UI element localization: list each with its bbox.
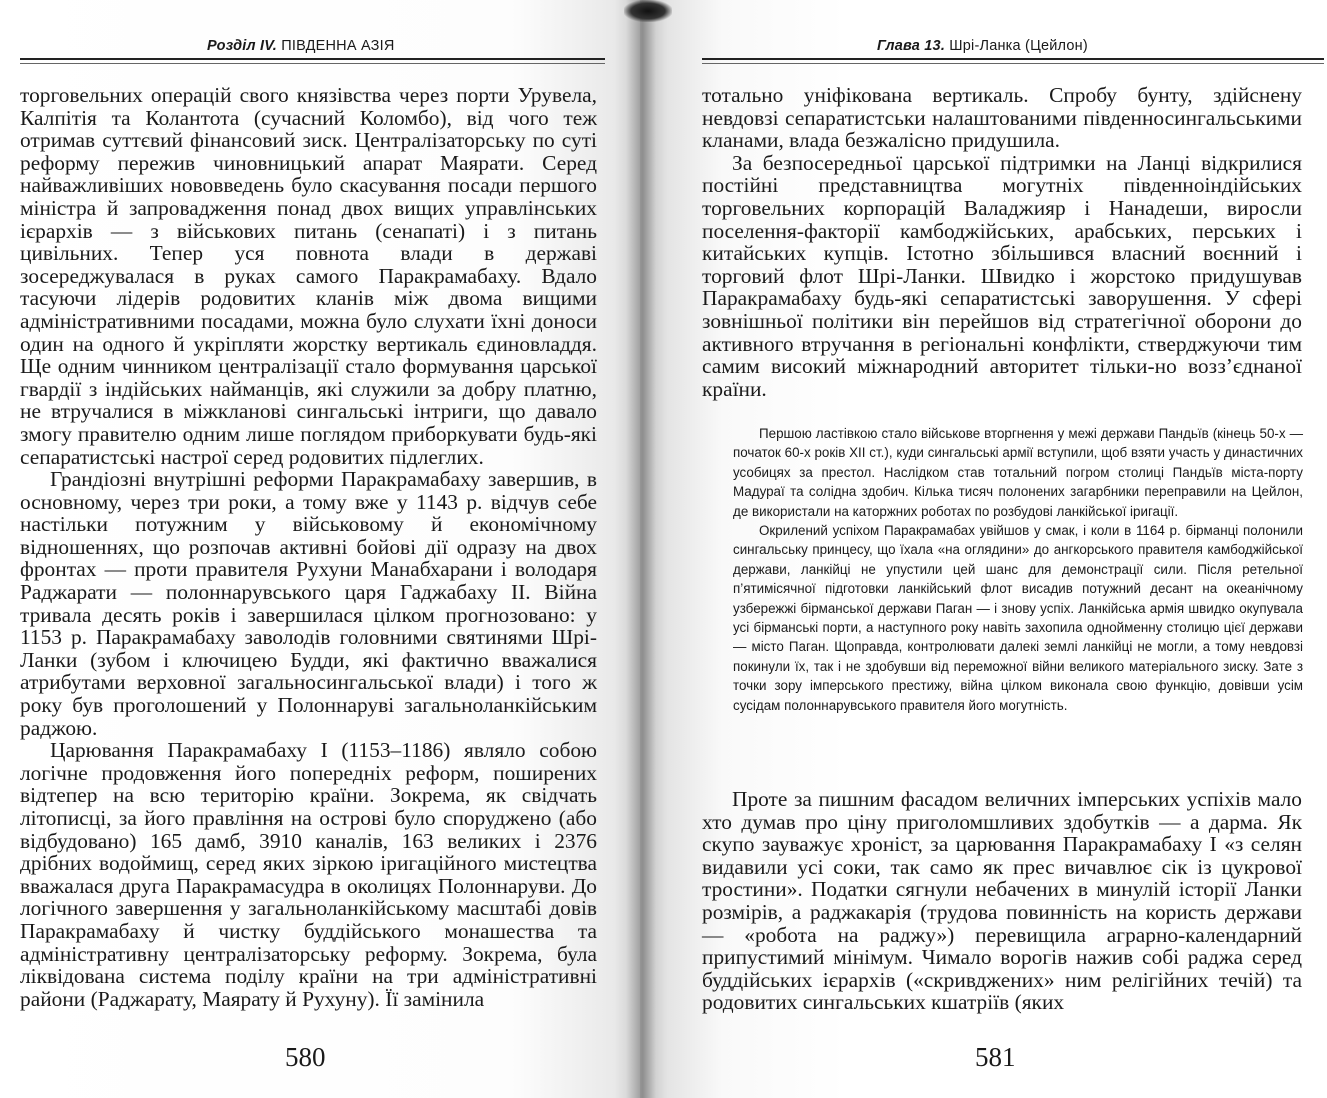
paragraph: За безпосередньої царської підтримки на Ланці відкрилися постійні представництва могутніх південноіндійських торговельних корпорацій Валаджияр і Нанадеши, виросли поселення-факторії камбоджійських, арабських, перських і китайських купців. Істотно збільшився власний воєнний і торговий флот Шрі-Ланки. Швидко і жорстоко придушував Паракрамабаху будь-які сепаратистські заворушення. У сфері зовнішньої політики він перейшов від стратегічної оборони до активного втручання в регіональні конфлікти, стверджуючи тим самим високий міжнародний авторитет тільки-но возз’єднаної країни. (702, 150, 1302, 401)
running-header (207, 38, 395, 54)
right-page (640, 0, 1327, 1098)
paragraph: Царювання Паракрамабаху І (1153–1186) являло собою логічне продовження його попередніх реформ, поширених відтепер на всю територію країни. Зокрема, як свідчать літописці, за його правління на острові було споруджено (або відбудовано) 165 дамб, 3910 каналів, 163 великих і 2376 дрібних водоймищ, серед яких зіркою іригаційного мистецтва вважалася друга Паракрамасудра в околицях Полоннаруви. До логічного завершення у загальноланкійському масштабі довів Паракрамабаху й чистку буддійського монашества та адміністративну централізаторську реформу. Зокрема, була ліквідована система поділу країни на три адміністративні райони (Раджарату, Маярату й Рухуну). Її замінила (20, 738, 597, 1011)
paragraph: тотально уніфікована вертикаль. Спробу бунту, здійснену невдовзі сепаратистськи налаштованими південносингальськими кланами, влада безжалісно придушила. (702, 83, 1302, 153)
header-rule (20, 58, 605, 64)
header-section-title: ПІВДЕННА АЗІЯ (276, 38, 395, 54)
paragraph: Проте за пишним фасадом величних імперських успіхів мало хто думав про ціну приголомшливих здобутків — а дарма. Як скупо зауважує хроніст, за царювання Паракрамабаху І «з селян видавили усі соки, так само як прес вичавлює сік із цукрової тростини». Податки сягнули небачених в минулій історії Ланки розмірів, а раджакарія (трудова повинність на користь держави — «робота на раджу») перевищила аграрно-календарний припустимий мінімум. Чимало ворогів нажив собі раджа серед буддійських ієрархів («скривджених» ним релігійних течій) та родовитих сингальських кшатріїв (яких (702, 787, 1302, 1015)
paragraph: торговельних операцій свого князівства через порти Урувела, Калпітія та Колантота (сучасний Коломбо), від чого теж отримав суттєвий фінансовий зиск. Централізаторську по суті реформу пережив чиновницький апарат Маярати. Серед найважливіших нововведень було скасування посади першого міністра й запровадження понад двох вищих управлінських ієрархів — з військових питань (сенапаті) і з питань цивільних. Тепер уся повнота влади в державі зосереджувалася в руках самого Паракрамабаху. Вдало тасуючи лідерів родовитих кланів між двома вищими адміністративними посадами, можна було слухати їхні доноси один на одного й укріпляти жорстку вертикаль єдиновладдя. Ще одним чинником централізації стало формування царської гвардії з індійських найманців, які служили за добру платню, не втручалися в міжкланові сингальські інтриги, що давало змогу правителю одним лише поглядом приборкувати будь-які сепаратистські настрої серед родовитих підлеглих. (20, 83, 597, 469)
page-number: 581 (975, 1042, 1016, 1072)
paragraph: Грандіозні внутрішні реформи Паракрамабаху завершив, в основному, через три роки, а тому вже у 1143 р. відчув себе настільки потужним у військовому й економічному відношеннях, що розпочав активні бойові дії одразу на двох фронтах — проти правителя Рухуни Манабхарани і володаря Раджарати — полоннарувського царя Гаджабаху ІІ. Війна тривала десять років і завершилася цілком прогнозовано: у 1153 р. Паракрамабаху заволодів головними святинями Шрі-Ланки (зубом і ключицею Будди, які фактично вважалися атрибутами верховної загальносингальської влади) і того ж року був проголошений у Полоннаруві загальноланкійським раджою. (20, 467, 597, 740)
small-paragraph: Окрилений успіхом Паракрамабах увійшов у смак, і коли в 1164 р. бірманці полонили сингальську принцесу, що їхала «на оглядини» до ангкорського правителя камбоджійської держави, ланкійці не упустили цей шанс для демонстрації сили. Після ретельної п’ятимісячної підготовки ланкійський флот висадив потужний десант на океанічному узбережжі бірманської держави Паган — і знову успіх. Ланкійська армія швидко окупувала усі бірманські порти, а наступного року навіть захопила однойменну столицю цієї держави — місто Паган. Щоправда, контролювати далекі землі ланкійці не могли, а тому невдовзі покинули їх, так і не здобувши від переможної війни великого матеріального зиску. Зате з точки зору імперського престижу, війна цілком виконала свою функцію, довівши усім сусідам полоннарувського правителя його могутність. (733, 523, 1303, 713)
right-body-top (702, 84, 1302, 400)
page-number: 580 (285, 1042, 326, 1072)
left-page (0, 0, 640, 1098)
book-gutter-shadow (626, 0, 656, 1098)
left-body (20, 84, 597, 1010)
right-body-bottom (702, 788, 1302, 1014)
right-small-print (733, 424, 1303, 715)
header-section-label: Розділ IV. (207, 38, 277, 54)
running-header (877, 38, 1088, 54)
header-rule (702, 58, 1324, 64)
header-chapter-label: Глава 13. (877, 38, 946, 54)
binding-shadow (624, 0, 672, 22)
header-chapter-title: Шрі-Ланка (Цейлон) (945, 38, 1088, 54)
small-paragraph: Першою ластівкою стало військове вторгнення у межі держави Пандьїв (кінець 50-х — початок 60-х років XII ст.), куди сингальські армії вступили, щоб взяти участь у династичних усобицях за престол. Наслідком став тотальний погром столиці Пандьїв міста-порту Мадураї та солідна здобич. Кілька тисяч полонених загарбники переправили на Цейлон, де використали на каторжних роботах по розбудові ланкійської іригації. (733, 426, 1303, 519)
